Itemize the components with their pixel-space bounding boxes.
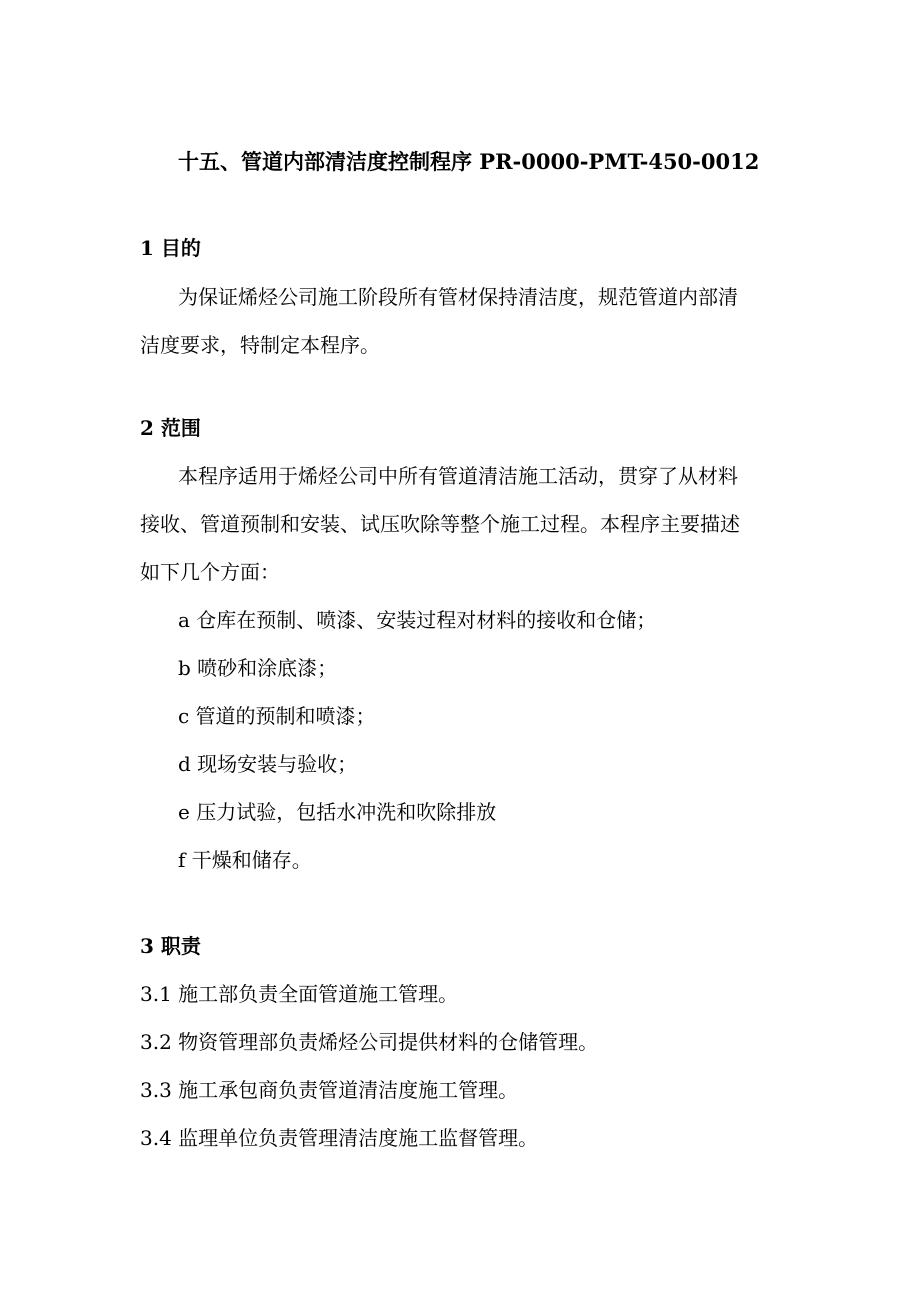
section-heading-purpose: 1 目的	[140, 236, 201, 260]
list-item: a 仓库在预制、喷漆、安装过程对材料的接收和仓储；	[178, 608, 657, 632]
list-item: 3.3 施工承包商负责管道清洁度施工管理。	[140, 1078, 519, 1102]
list-item: 3.1 施工部负责全面管道施工管理。	[140, 982, 459, 1006]
list-item: f 干燥和储存。	[178, 848, 312, 872]
paragraph-line: 接收、管道预制和安装、试压吹除等整个施工过程。本程序主要描述	[140, 512, 740, 536]
paragraph-line: 本程序适用于烯烃公司中所有管道清洁施工活动，贯穿了从材料	[178, 464, 738, 488]
list-item: 3.2 物资管理部负责烯烃公司提供材料的仓储管理。	[140, 1030, 599, 1054]
list-item: 3.4 监理单位负责管理清洁度施工监督管理。	[140, 1126, 539, 1150]
list-item: c 管道的预制和喷漆；	[178, 704, 376, 728]
section-heading-responsibilities: 3 职责	[140, 934, 201, 958]
paragraph-line: 为保证烯烃公司施工阶段所有管材保持清洁度，规范管道内部清	[178, 285, 738, 309]
paragraph-line: 洁度要求，特制定本程序。	[140, 333, 380, 357]
list-item: e 压力试验，包括水冲洗和吹除排放	[178, 800, 497, 824]
section-heading-scope: 2 范围	[140, 416, 201, 440]
list-item: b 喷砂和涂底漆；	[178, 656, 338, 680]
list-item: d 现场安装与验收；	[178, 752, 358, 776]
document-title: 十五、管道内部清洁度控制程序 PR-0000-PMT-450-0012	[178, 149, 760, 174]
paragraph-line: 如下几个方面：	[140, 560, 280, 584]
